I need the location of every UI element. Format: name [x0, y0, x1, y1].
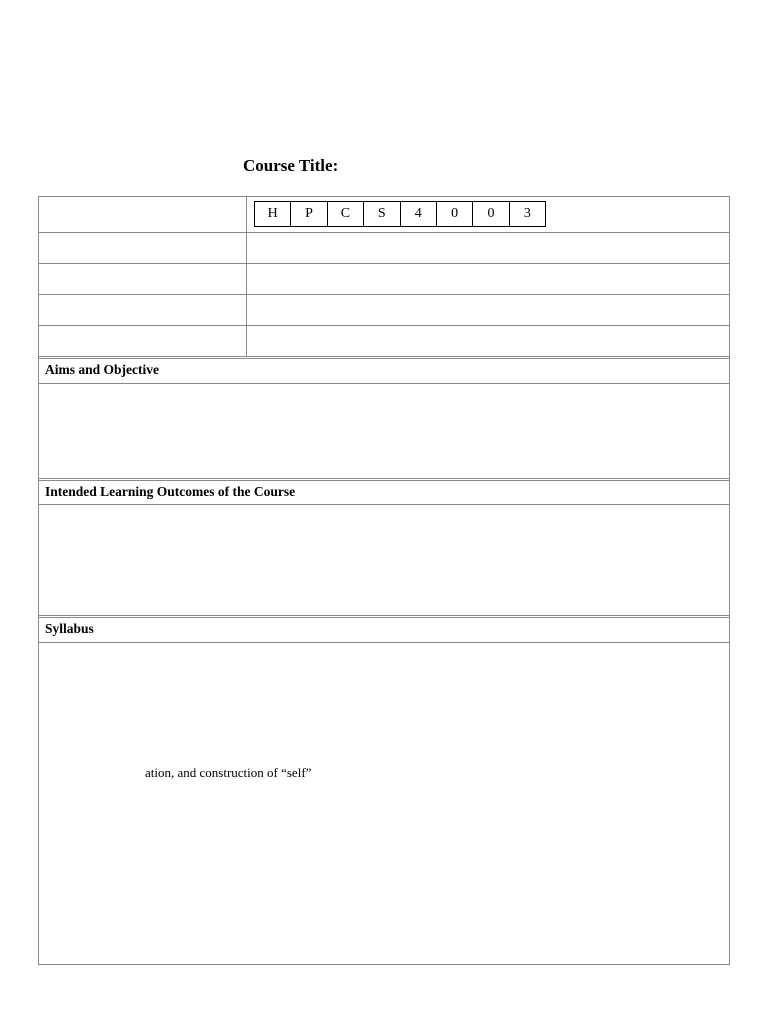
row-divider	[39, 358, 729, 359]
section-divider	[39, 478, 729, 479]
course-code-char: 3	[523, 206, 531, 221]
course-code-char: 4	[401, 202, 437, 226]
course-code-boxes	[254, 201, 546, 227]
outcomes-content-cell	[39, 505, 729, 615]
course-code-char: C	[328, 202, 364, 226]
course-code-label-cell	[39, 197, 246, 232]
section-divider	[39, 480, 729, 481]
row-divider	[39, 325, 729, 326]
course-form-table	[38, 196, 730, 965]
row-divider	[39, 232, 729, 233]
outcomes-heading: Intended Learning Outcomes of the Course	[45, 484, 296, 499]
label-column-divider	[246, 197, 247, 357]
row-divider	[39, 263, 729, 264]
row-divider	[39, 294, 729, 295]
course-code-char: 0	[473, 202, 509, 226]
course-code-char: H	[255, 202, 291, 226]
aims-content-cell	[39, 384, 729, 478]
section-divider	[39, 617, 729, 618]
course-code-char: 0	[437, 202, 473, 226]
syllabus-text: ation, and construction of “self”	[145, 765, 312, 780]
course-code-char: S	[364, 202, 400, 226]
aims-heading: Aims and Objective	[45, 362, 159, 377]
row-divider	[39, 356, 729, 357]
section-divider	[39, 615, 729, 616]
course-code-char: P	[291, 202, 327, 226]
section-divider	[39, 642, 729, 643]
course-title-label: Course Title:	[243, 156, 339, 175]
syllabus-heading: Syllabus	[45, 621, 94, 636]
